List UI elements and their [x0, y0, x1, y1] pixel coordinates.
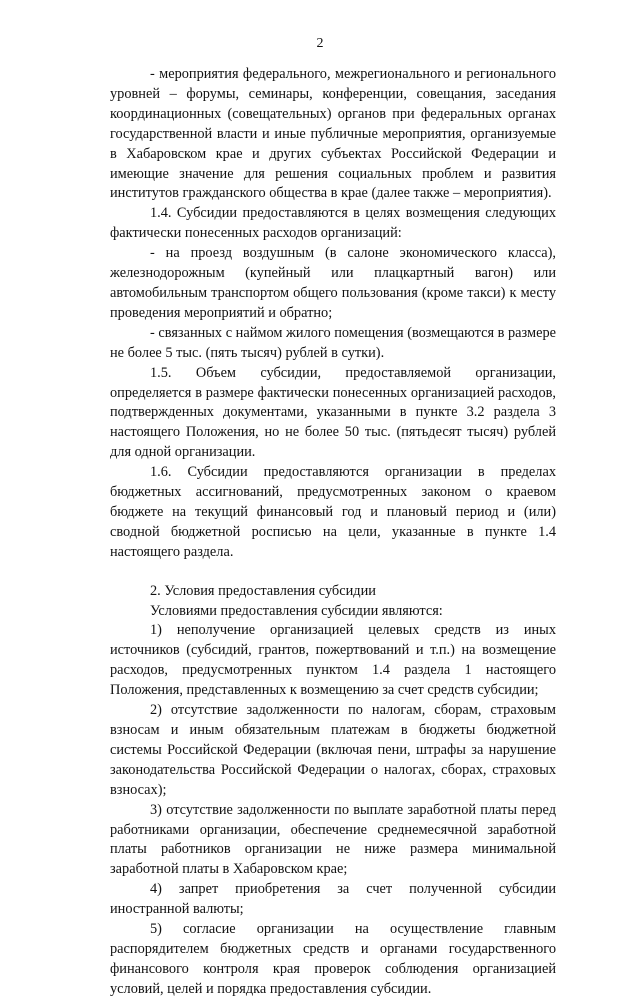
paragraph-condition-5: 5) согласие организации на осуществление главным распорядителем бюджетных средств и органами государственного финансового контроля края проверок соблюдения организацией условий, целей и порядка предоставления субсидии. [110, 921, 556, 997]
paragraph-1-5: 1.5. Объем субсидии, предоставляемой организации, определяется в размере фактически понесенных организацией расходов, подтвержденных документами, указанными в пункте 3.2 раздела 3 настоящего Положения, но не более 50 тыс. (пятьдесят тысяч) рублей для одной организации. [110, 364, 556, 461]
paragraph-events-definition: - мероприятия федерального, межрегионального и регионального уровней – форумы, семинары, конференции, совещания, заседания координационных (совещательных) органов при федеральных органах государственной власти и иные публичные мероприятия, организуемые в Хабаровском крае и других субъектах Российской Федерации и имеющие значение для решения социальных проблем и развития институтов гражданского общества в крае (далее также – мероприятия). [110, 66, 556, 202]
paragraph-conditions-intro: Условиями предоставления субсидии являются: [150, 602, 443, 619]
paragraph-condition-3: 3) отсутствие задолженности по выплате заработной платы перед работниками организации, обеспечение среднемесячной заработной платы работников организации не ниже размера минимальной заработной платы в Хабаровском крае; [110, 801, 556, 878]
page-number: 2 [316, 36, 324, 51]
paragraph-condition-2: 2) отсутствие задолженности по налогам, сборам, страховым взносам и иным обязательным платежам в бюджеты бюджетной системы Российской Федерации (включая пени, штрафы за нарушение законодательства Российской Федерации о налогах, сборах, страховых взносах); [110, 702, 556, 798]
paragraph-condition-1: 1) неполучение организацией целевых средств из иных источников (субсидий, грантов, пожертвований и т.п.) на возмещение расходов, предусмотренных пунктом 1.4 раздела 1 настоящего Положения, представленных к возмещению за счет средств субсидии; [110, 622, 556, 699]
document-body [110, 65, 556, 1000]
paragraph-travel-costs: - на проезд воздушным (в салоне экономического класса), железнодорожным (купейный или плацкартный вагон) или автомобильным транспортом общего пользования (кроме такси) к месту проведения мероприятий и обратно; [110, 245, 556, 321]
paragraph-housing-costs: - связанных с наймом жилого помещения (возмещаются в размере не более 5 тыс. (пять тысяч) рублей в сутки). [110, 324, 556, 361]
paragraph-condition-4: 4) запрет приобретения за счет полученной субсидии иностранной валюты; [110, 881, 556, 918]
section-heading: 2. Условия предоставления субсидии [150, 582, 376, 599]
paragraph-1-6: 1.6. Субсидии предоставляются организации в пределах бюджетных ассигнований, предусмотренных законом о краевом бюджете на текущий финансовый год и плановый период и (или) сводной бюджетной росписью на цели, указанные в пункте 1.4 настоящего раздела. [110, 464, 556, 560]
paragraph-1-4: 1.4. Субсидии предоставляются в целях возмещения следующих фактически понесенных расходов организаций: [110, 205, 556, 242]
